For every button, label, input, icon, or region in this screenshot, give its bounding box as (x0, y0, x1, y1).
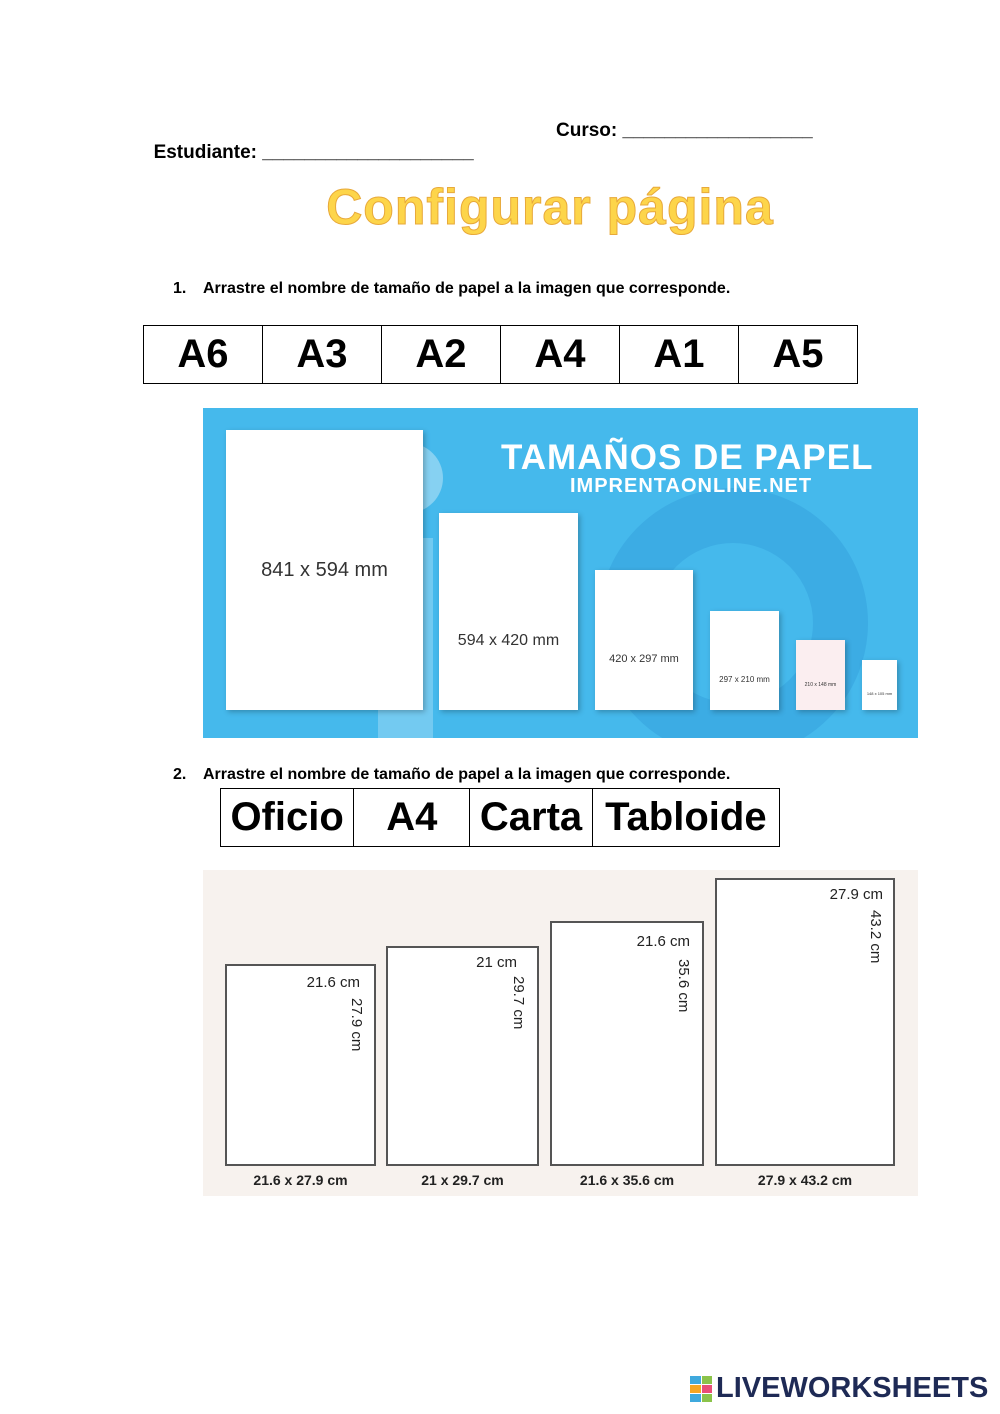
question-2-text: Arrastre el nombre de tamaño de papel a la imagen que corresponde. (203, 766, 731, 783)
sheet-letter-caption: 21.6 x 27.9 cm (253, 1172, 348, 1188)
sheet-tabloid-height: 43.2 cm (867, 910, 884, 964)
drag-label-a1[interactable]: A1 (620, 326, 739, 384)
question-2 (173, 766, 730, 784)
drop-sheet-3[interactable] (595, 570, 693, 710)
sheet-legal-width: 21.6 cm (636, 933, 690, 950)
student-field-label: Estudiante: ____________________ (153, 142, 474, 163)
sheet-letter-width: 21.6 cm (306, 974, 360, 991)
liveworksheets-icon (690, 1376, 712, 1402)
sheet-3-label: 420 x 297 mm (609, 653, 679, 665)
sheet-a4-height: 29.7 cm (510, 976, 527, 1030)
brand-text: LIVEWORKSHEETS (716, 1372, 989, 1404)
drag-label-a3[interactable]: A3 (263, 326, 382, 384)
drag-label-carta[interactable]: Carta (470, 789, 592, 847)
sheet-tabloid-width: 27.9 cm (829, 886, 883, 903)
drop-sheet-a4[interactable] (386, 946, 539, 1166)
sheet-2-label: 594 x 420 mm (457, 632, 560, 649)
header-row (143, 120, 813, 186)
sheet-tabloid-caption: 27.9 x 43.2 cm (757, 1172, 853, 1188)
answer-bank-1 (143, 325, 858, 384)
drop-sheet-letter[interactable] (225, 964, 376, 1166)
sheet-legal-height: 35.6 cm (675, 959, 692, 1013)
liveworksheets-logo (690, 1372, 988, 1405)
sheet-5-label: 210 x 148 mm (804, 682, 837, 688)
drag-label-a5[interactable]: A5 (739, 326, 858, 384)
question-2-number: 2. (173, 766, 187, 783)
drag-label-a2[interactable]: A2 (382, 326, 501, 384)
page-title: Configurar página (326, 179, 774, 235)
drag-label-oficio[interactable]: Oficio (221, 789, 354, 847)
sheet-a4-caption: 21 x 29.7 cm (421, 1172, 504, 1188)
course-field-label: Curso: __________________ (556, 120, 813, 141)
answer-bank-2 (220, 788, 780, 847)
question-1-number: 1. (173, 280, 187, 297)
drag-label-tabloide[interactable]: Tabloide (592, 789, 779, 847)
drop-sheet-legal[interactable] (550, 921, 704, 1166)
image-subheading: IMPRENTAONLINE.NET (570, 475, 813, 497)
sheet-letter-height: 27.9 cm (348, 998, 365, 1052)
drag-label-a4[interactable]: A4 (501, 326, 620, 384)
drop-sheet-4[interactable] (710, 611, 779, 710)
drop-sheet-5[interactable] (796, 640, 845, 710)
drop-sheet-1[interactable] (226, 430, 423, 710)
paper-sizes-image-2 (203, 870, 918, 1196)
sheet-6-label: 148 x 105 mm (866, 691, 893, 696)
sheet-4-label: 297 x 210 mm (719, 675, 770, 684)
image-heading: TAMAÑOS DE PAPEL (501, 438, 874, 477)
sheet-a4-width: 21 cm (476, 954, 517, 971)
sheet-1-label: 841 x 594 mm (261, 558, 388, 581)
sheet-legal-caption: 21.6 x 35.6 cm (579, 1172, 675, 1188)
drop-sheet-6[interactable] (862, 660, 897, 710)
drag-label-a4-2[interactable]: A4 (354, 789, 470, 847)
paper-sizes-image-1 (203, 408, 918, 738)
drop-sheet-2[interactable] (439, 513, 578, 710)
question-1-text: Arrastre el nombre de tamaño de papel a la imagen que corresponde. (203, 280, 731, 297)
question-1 (173, 280, 730, 298)
drag-label-a6[interactable]: A6 (144, 326, 263, 384)
drop-sheet-tabloid[interactable] (715, 878, 895, 1166)
